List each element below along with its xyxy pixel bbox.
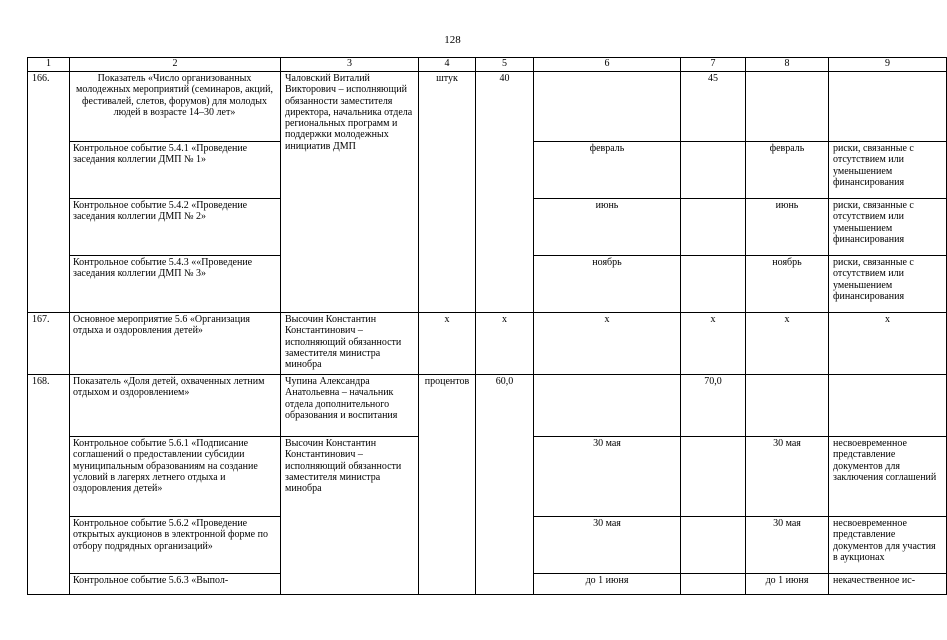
mark-cell: x <box>829 313 947 375</box>
col-header: 9 <box>829 58 947 72</box>
table-row <box>28 375 947 437</box>
empty-cell <box>534 375 681 437</box>
empty-cell <box>746 375 829 437</box>
base-value-cell: 60,0 <box>476 375 534 595</box>
base-value-cell: 40 <box>476 72 534 313</box>
event-name-cell: Контрольное событие 5.6.2 «Проведение открытых аукционов в электронной форме по отбору подрядных организаций» <box>70 517 281 574</box>
page-number: 128 <box>444 34 461 46</box>
responsible-cell: Высочин Константин Константинович – исполняющий обязанности заместителя министра минобра <box>281 313 419 375</box>
mark-cell: x <box>476 313 534 375</box>
row-number: 167. <box>28 313 70 375</box>
event-plan-date: ноябрь <box>534 256 681 313</box>
responsible-cell: Высочин Константин Константинович – исполняющий обязанности заместителя министра минобра <box>281 437 419 595</box>
col-header: 5 <box>476 58 534 72</box>
col-header: 7 <box>681 58 746 72</box>
empty-cell <box>681 574 746 595</box>
mark-cell: x <box>681 313 746 375</box>
event-plan-date: 30 мая <box>534 437 681 517</box>
empty-cell <box>681 437 746 517</box>
responsible-cell: Чупина Александра Анатольевна – начальник отдела дополнительного образования и воспитания <box>281 375 419 437</box>
header-row <box>28 58 947 72</box>
col-header: 8 <box>746 58 829 72</box>
event-risk-cell: риски, связанные с отсутствием или уменьшением финансирования <box>829 199 947 256</box>
event-plan-date: февраль <box>534 142 681 199</box>
mark-cell: x <box>746 313 829 375</box>
indicator-cell: Показатель «Число организованных молодежных мероприятий (семинаров, акций, фестивалей, слетов, форумов) для молодых людей в возрасте 14–30 лет» <box>70 72 281 142</box>
event-risk-cell: несвоевременное представление документов для участия в аукционах <box>829 517 947 574</box>
empty-cell <box>681 256 746 313</box>
col-header: 6 <box>534 58 681 72</box>
event-fact-date: 30 мая <box>746 517 829 574</box>
event-name-cell: Контрольное событие 5.6.1 «Подписание соглашений о предоставлении субсидии муниципальным образованиям на создание условий в лагерях летнего отдыха и оздоровления детей» <box>70 437 281 517</box>
col-header: 1 <box>28 58 70 72</box>
unit-cell: штук <box>419 72 476 313</box>
event-plan-date: 30 мая <box>534 517 681 574</box>
event-name-cell: Контрольное событие 5.6.3 «Выпол- <box>70 574 281 595</box>
event-risk-cell: некачественное ис- <box>829 574 947 595</box>
event-fact-date: ноябрь <box>746 256 829 313</box>
table-row <box>28 313 947 375</box>
event-risk-cell: риски, связанные с отсутствием или уменьшением финансирования <box>829 142 947 199</box>
empty-cell <box>534 72 681 142</box>
empty-cell <box>829 375 947 437</box>
target-value-cell: 45 <box>681 72 746 142</box>
activity-cell: Основное мероприятие 5.6 «Организация отдыха и оздоровления детей» <box>70 313 281 375</box>
mark-cell: x <box>419 313 476 375</box>
empty-cell <box>829 72 947 142</box>
plan-table <box>27 57 947 595</box>
event-risk-cell: несвоевременное представление документов для заключения соглашений <box>829 437 947 517</box>
empty-cell <box>681 142 746 199</box>
empty-cell <box>681 199 746 256</box>
col-header: 3 <box>281 58 419 72</box>
event-plan-date: июнь <box>534 199 681 256</box>
target-value-cell: 70,0 <box>681 375 746 437</box>
event-plan-date: до 1 июня <box>534 574 681 595</box>
event-fact-date: до 1 июня <box>746 574 829 595</box>
unit-cell: процентов <box>419 375 476 595</box>
event-fact-date: 30 мая <box>746 437 829 517</box>
event-risk-cell: риски, связанные с отсутствием или уменьшением финансирования <box>829 256 947 313</box>
event-name-cell: Контрольное событие 5.4.3 ««Проведение заседания коллегии ДМП № 3» <box>70 256 281 313</box>
empty-cell <box>681 517 746 574</box>
event-fact-date: июнь <box>746 199 829 256</box>
indicator-cell: Показатель «Доля детей, охваченных летним отдыхом и оздоровлением» <box>70 375 281 437</box>
table-row <box>28 72 947 142</box>
event-fact-date: февраль <box>746 142 829 199</box>
event-name-cell: Контрольное событие 5.4.2 «Проведение заседания коллегии ДМП № 2» <box>70 199 281 256</box>
col-header: 2 <box>70 58 281 72</box>
col-header: 4 <box>419 58 476 72</box>
empty-cell <box>746 72 829 142</box>
row-number: 168. <box>28 375 70 595</box>
row-number: 166. <box>28 72 70 313</box>
responsible-cell: Чаловский Виталий Викторович – исполняющий обязанности заместителя директора, начальника отдела региональных программ и поддержки молодежных инициатив ДМП <box>281 72 419 313</box>
mark-cell: x <box>534 313 681 375</box>
event-name-cell: Контрольное событие 5.4.1 «Проведение заседания коллегии ДМП № 1» <box>70 142 281 199</box>
